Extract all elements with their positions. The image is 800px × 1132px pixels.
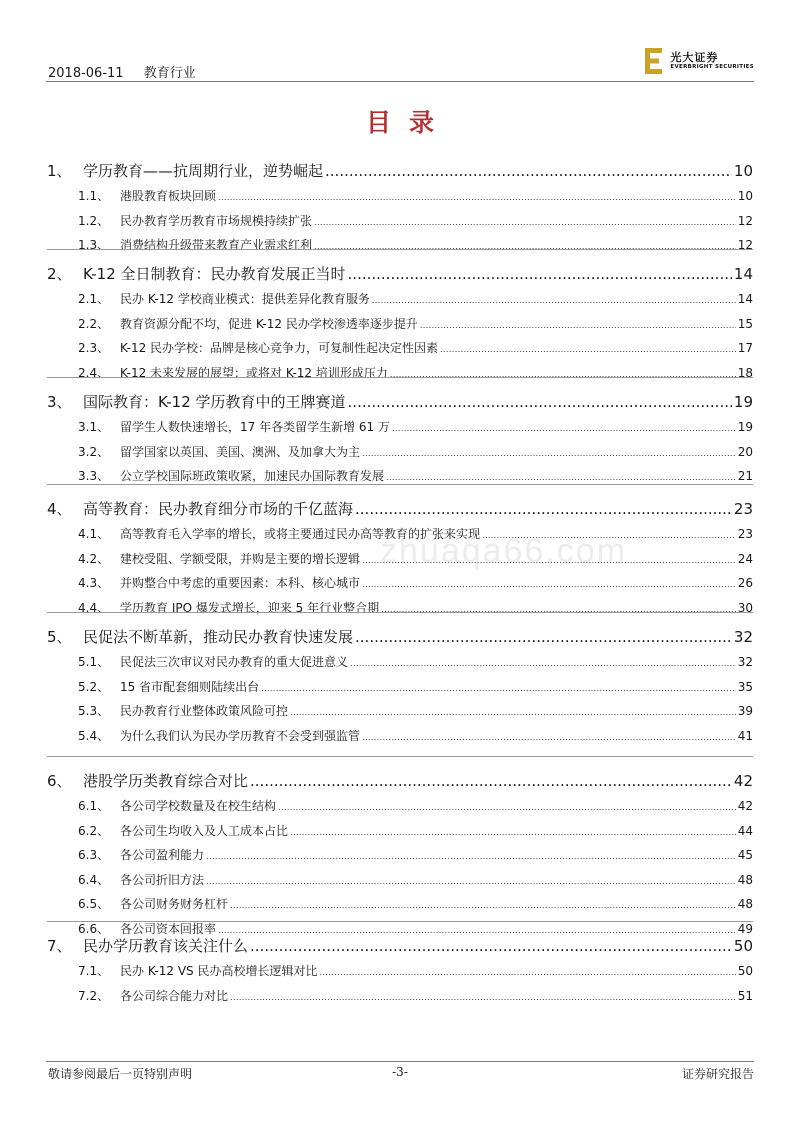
toc-dot-leader [355,500,732,518]
toc-entry-number: 7.2、 [78,988,110,1003]
toc-entry-number: 4.4、 [78,600,110,615]
toc-page-number[interactable]: 23 [733,500,753,518]
toc-page-number[interactable]: 51 [737,988,753,1003]
toc-entry-title[interactable]: 各公司财务财务杠杆 [120,897,229,911]
toc-entry-title[interactable]: 留学国家以英国、美国、澳洲、及加拿大为主 [120,444,361,459]
report-type: 证券研究报告 [681,1067,754,1081]
page-footer [46,1065,754,1085]
toc-page-number[interactable]: 21 [737,469,753,483]
toc-entry-number: 3.2、 [78,444,110,459]
toc-entry-number: 4、 [47,500,72,518]
toc-page-number[interactable]: 35 [737,679,753,694]
toc-page-number[interactable]: 17 [737,341,753,355]
industry-label: 教育行业 [143,66,196,81]
page-number: -3- [392,1065,408,1079]
page-title: 目录 [365,108,452,137]
watermark: zhuaqa66.com [380,532,628,570]
toc-entry-title[interactable]: 公立学校国际班政策收紧，加速民办国际教育发展 [120,469,385,483]
toc-entry-title[interactable]: 各公司生均收入及人工成本占比 [120,823,289,838]
toc-subsection-1-2[interactable] [47,212,753,229]
toc-subsection-6-2[interactable] [47,822,753,839]
toc-page-number[interactable]: 19 [737,420,753,434]
toc-entry-number: 6.5、 [78,897,110,911]
toc-dot-leader [362,733,736,742]
toc-page-number[interactable]: 32 [737,655,753,669]
header-meta [48,62,212,81]
report-date: 2018-06-11 [48,66,124,81]
toc-entry-title[interactable]: 教育资源分配不均，促进 K-12 民办学校渗透率逐步提升 [120,316,418,331]
toc-page-number[interactable]: 12 [737,238,753,252]
toc-page-number[interactable]: 10 [737,189,753,203]
toc-entry-number: 3.3、 [78,469,110,483]
toc-subsection-2-3[interactable] [47,339,753,356]
toc-page-number[interactable]: 41 [737,728,753,743]
toc-page-number[interactable]: 15 [737,316,753,331]
company-logo [642,46,754,76]
toc-dot-leader [348,393,732,411]
toc-entry-number: 6.1、 [78,799,110,813]
toc-dot-leader [362,580,736,589]
toc-entry-title[interactable]: 高等教育毛入学率的增长，或将主要通过民办高等教育的扩张来实现 [120,527,481,541]
footer-divider [46,1061,754,1062]
toc-page-number[interactable]: 48 [737,897,753,911]
toc-subsection-2-2[interactable] [47,315,753,332]
toc-entry-number: 5.2、 [78,679,110,694]
toc-page-number[interactable]: 42 [737,799,753,813]
toc-page-number[interactable]: 20 [737,444,753,459]
toc-entry-number: 6.4、 [78,872,110,887]
toc-entry-title[interactable]: 港股教育板块回顾 [120,189,217,203]
toc-entry-number: 4.1、 [78,527,110,541]
toc-dot-leader [420,321,736,330]
toc-page-number[interactable]: 12 [737,213,753,228]
toc-entry-number: 2.2、 [78,316,110,331]
toc-subsection-5-2[interactable] [47,678,753,695]
toc-entry-title[interactable]: 各公司盈利能力 [120,848,205,862]
toc-entry-title[interactable]: 港股学历类教育综合对比 [83,772,249,790]
toc-subsection-6-6[interactable] [47,920,753,937]
toc-dot-leader [230,993,736,1002]
toc-page-number[interactable]: 14 [737,292,753,306]
toc-dot-leader [325,162,732,180]
toc-subsection-1-3[interactable] [47,236,753,253]
toc-page-number[interactable]: 18 [737,365,753,380]
page-header [46,50,754,82]
toc-dot-leader [314,218,736,227]
toc-entry-title[interactable]: 各公司学校数量及在校生结构 [120,799,277,813]
toc-section-2[interactable] [47,263,753,284]
toc-dot-leader [362,449,736,458]
section-divider [47,921,753,922]
toc-dot-leader [348,265,732,283]
toc-entry-number: 2.1、 [78,292,110,306]
toc-subsection-6-5[interactable] [47,895,753,912]
toc-entry-number: 5.1、 [78,655,110,669]
toc-dot-leader [250,772,732,790]
toc-entry-title[interactable]: 民办 K-12 学校商业模式：提供差异化教育服务 [120,292,370,306]
toc-subsection-5-4[interactable] [47,727,753,744]
toc-entry-number: 6.6、 [78,921,110,936]
toc-dot-leader [218,193,736,202]
toc-entry-title[interactable]: 15 省市配套细则陆续出台 [120,679,260,694]
toc-entry-title[interactable]: 学历教育 IPO 爆发式增长，迎来 5 年行业整合期 [120,600,380,615]
toc-subsection-3-3[interactable] [47,467,753,484]
toc-entry-title[interactable]: 国际教育：K-12 学历教育中的王牌赛道 [83,393,346,411]
toc-section-1[interactable] [47,160,753,181]
toc-page-number[interactable]: 19 [733,393,753,411]
toc-entry-number: 2.4、 [78,365,110,380]
toc-entry-title[interactable]: K-12 民办学校：品牌是核心竞争力，可复制性起决定性因素 [120,341,439,355]
toc-subsection-6-4[interactable] [47,871,753,888]
toc-entry-title[interactable]: 为什么我们认为民办学历教育不会受到强监管 [120,728,361,743]
toc-page-number[interactable]: 42 [733,772,753,790]
toc-section-3[interactable] [47,391,753,412]
section-divider [47,249,753,250]
toc-page-number[interactable]: 32 [733,628,753,646]
toc-subsection-7-1[interactable] [47,962,753,979]
toc-subsection-5-1[interactable] [47,653,753,670]
toc-entry-number: 1.1、 [78,189,110,203]
toc-dot-leader [372,296,736,305]
everbright-logo-icon [642,46,666,76]
toc-entry-title[interactable]: 各公司综合能力对比 [120,988,229,1003]
toc-entry-number: 7.1、 [78,964,110,978]
toc-subsection-2-1[interactable] [47,290,753,307]
toc-entry-title[interactable]: 学历教育——抗周期行业，逆势崛起 [83,162,324,180]
toc-dot-leader [290,708,736,717]
toc-entry-title[interactable]: 民促法三次审议对民办教育的重大促进意义 [120,655,349,669]
toc-subsection-4-3[interactable] [47,574,753,591]
toc-entry-title[interactable]: 各公司资本回报率 [120,921,217,936]
toc-entry-number: 5.3、 [78,704,110,718]
toc-page-number[interactable]: 45 [737,848,753,862]
toc-page-number[interactable]: 23 [737,527,753,541]
toc-entry-number: 6.3、 [78,848,110,862]
toc-entry-number: 6、 [47,772,72,790]
section-divider [47,612,753,613]
toc-entry-title[interactable]: 留学生人数快速增长，17 年各类留学生新增 61 万 [120,420,390,434]
toc-entry-number: 5.4、 [78,728,110,743]
section-divider [47,756,753,757]
toc-entry-title[interactable]: 民办学历教育该关注什么 [83,937,249,955]
toc-subsection-7-2[interactable] [47,987,753,1004]
toc-entry-title[interactable]: 民办教育学历教育市场规模持续扩张 [120,213,313,228]
toc-entry-title[interactable]: K-12 未来发展的展望：或将对 K-12 培训形成压力 [120,365,388,380]
toc-dot-leader [392,424,736,433]
disclaimer-note: 敬请参阅最后一页特别声明 [48,1067,193,1081]
toc-dot-leader [206,877,736,886]
section-divider [47,377,753,378]
toc-entry-title[interactable]: 消费结构升级带来教育产业需求红利 [120,238,313,252]
toc-entry-title[interactable]: 民促法不断革新，推动民办教育快速发展 [83,628,354,646]
toc-section-5[interactable] [47,626,753,647]
toc-page-number[interactable]: 50 [737,964,753,978]
toc-page-number[interactable]: 50 [733,937,753,955]
toc-page-number[interactable]: 26 [737,576,753,590]
toc-section-6[interactable] [47,770,753,791]
toc-entry-title[interactable]: 建校受阻、学额受限，并购是主要的增长逻辑 [120,551,361,566]
toc-dot-leader [386,473,736,482]
toc-dot-leader [218,926,736,935]
toc-subsection-1-1[interactable] [47,187,753,204]
toc-dot-leader [261,684,736,693]
toc-page-number[interactable]: 48 [737,872,753,887]
toc-dot-leader [250,937,732,955]
toc-dot-leader [355,628,732,646]
toc-entry-number: 7、 [47,937,72,955]
toc-entry-number: 2.3、 [78,341,110,355]
toc-subsection-6-3[interactable] [47,846,753,863]
logo-chinese-name: 光大证券 [670,50,719,64]
toc-dot-leader [230,901,736,910]
toc-page-number[interactable]: 44 [737,823,753,838]
toc-page-number[interactable]: 39 [737,704,753,718]
toc-dot-leader [290,828,736,837]
toc-entry-number: 6.2、 [78,823,110,838]
toc-subsection-3-1[interactable] [47,418,753,435]
toc-dot-leader [440,345,736,354]
header-divider [46,81,754,82]
toc-subsection-5-3[interactable] [47,702,753,719]
toc-entry-number: 2、 [47,265,72,283]
toc-entry-number: 3、 [47,393,72,411]
toc-entry-number: 4.3、 [78,576,110,590]
toc-entry-number: 1.3、 [78,238,110,252]
toc-entry-title[interactable]: 并购整合中考虑的重要因素：本科、核心城市 [120,576,361,590]
toc-section-7[interactable] [47,935,753,956]
toc-entry-title[interactable]: 各公司折旧方法 [120,872,205,887]
toc-entry-title[interactable]: 高等教育：民办教育细分市场的千亿蓝海 [83,500,354,518]
toc-dot-leader [350,659,736,668]
toc-dot-leader [278,803,736,812]
toc-section-4[interactable] [47,498,753,519]
toc-entry-number: 1.2、 [78,213,110,228]
toc-page-number[interactable]: 24 [737,551,753,566]
section-divider [47,484,753,485]
toc-page-number[interactable]: 30 [737,600,753,615]
toc-dot-leader [206,852,736,861]
toc-entry-number: 4.2、 [78,551,110,566]
toc-entry-number: 5、 [47,628,72,646]
logo-english-name: EVERBRIGHT SECURITIES [670,63,754,70]
toc-entry-title[interactable]: 民办 K-12 VS 民办高校增长逻辑对比 [120,964,318,978]
toc-dot-leader [319,968,735,977]
toc-entry-title[interactable]: 民办教育行业整体政策风险可控 [120,704,289,718]
toc-page-number[interactable]: 10 [733,162,753,180]
toc-subsection-3-2[interactable] [47,443,753,460]
toc-entry-number: 1、 [47,162,72,180]
toc-page-number[interactable]: 14 [733,265,753,283]
toc-entry-number: 3.1、 [78,420,110,434]
toc-entry-title[interactable]: K-12 全日制教育：民办教育发展正当时 [83,265,346,283]
toc-page-number[interactable]: 49 [737,921,753,936]
toc-subsection-6-1[interactable] [47,797,753,814]
